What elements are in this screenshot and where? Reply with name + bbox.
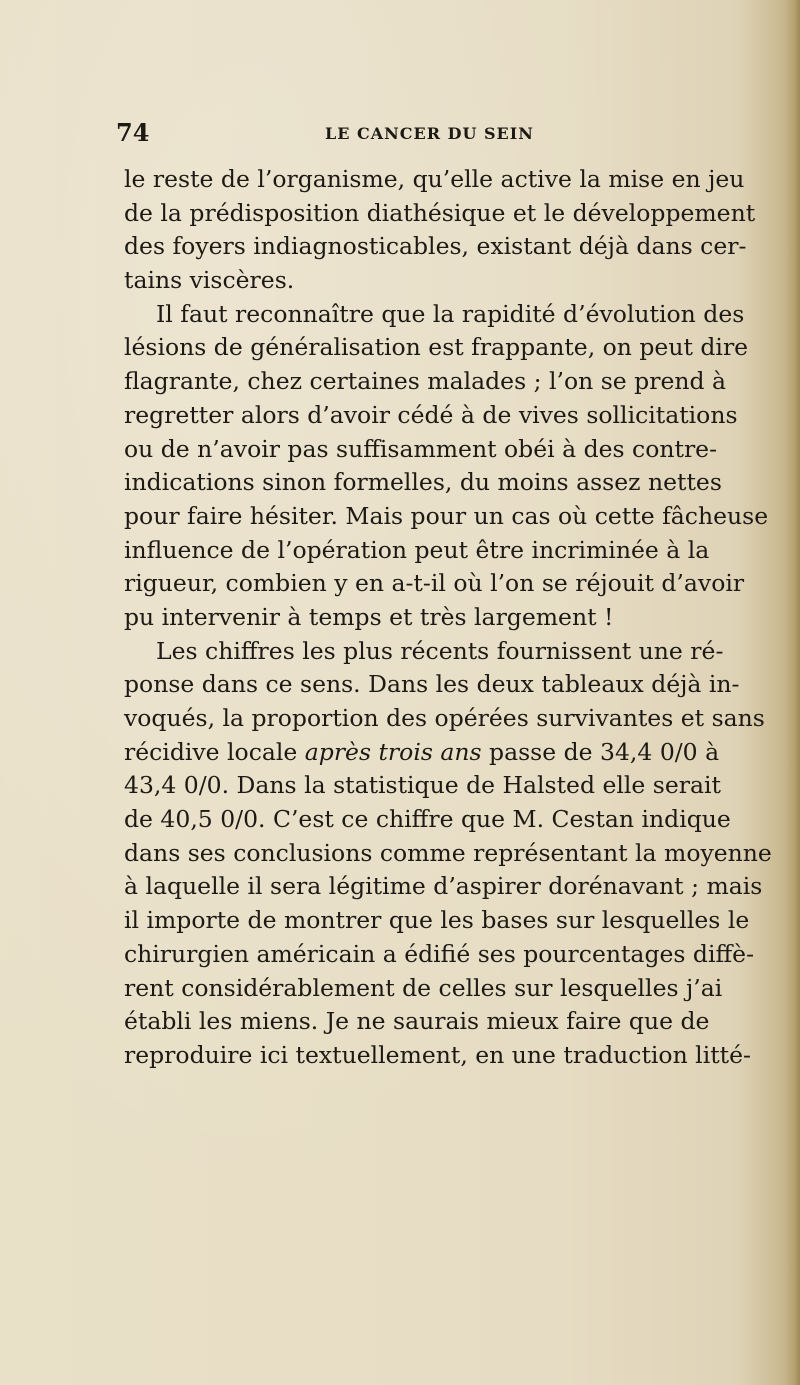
body-text bbox=[124, 163, 794, 1073]
text-line: rigueur, combien y en a-t-il où l’on se réjouit d’avoir bbox=[124, 569, 745, 598]
text-line: flagrante, chez certaines malades ; l’on se prend à bbox=[124, 367, 727, 396]
text-line: indications sinon formelles, du moins assez nettes bbox=[124, 468, 722, 497]
text-line: Les chiffres les plus récents fournissent une ré- bbox=[156, 636, 724, 665]
running-title: LE CANCER DU SEIN bbox=[325, 124, 534, 143]
text-line: établi les miens. Je ne saurais mieux faire que de bbox=[124, 1007, 710, 1036]
text-line: reproduire ici textuellement, en une traduction litté- bbox=[124, 1040, 751, 1069]
text-line: à laquelle il sera légitime d’aspirer dorénavant ; mais bbox=[124, 872, 763, 901]
text-line: ponse dans ce sens. Dans les deux tableaux déjà in- bbox=[124, 670, 740, 699]
text-line: rent considérablement de celles sur lesquelles j’ai bbox=[124, 973, 723, 1002]
text-line: influence de l’opération peut être incriminée à la bbox=[124, 535, 710, 564]
text-line: le reste de l’organisme, qu’elle active la mise en jeu bbox=[124, 165, 745, 193]
text-line: regretter alors d’avoir cédé à de vives sollicitations bbox=[124, 400, 738, 429]
text-line: ou de n’avoir pas suffisamment obéi à des contre- bbox=[124, 434, 718, 463]
text-line: dans ses conclusions comme représentant la moyenne bbox=[124, 838, 772, 867]
text-line: pour faire hésiter. Mais pour un cas où cette fâcheuse bbox=[124, 501, 769, 530]
text-line: 43,4 0/0. Dans la statistique de Halsted elle serait bbox=[124, 771, 721, 800]
text-line: il importe de montrer que les bases sur lesquelles le bbox=[124, 906, 750, 935]
text-segment: récidive locale bbox=[124, 737, 305, 766]
text-line: voqués, la proportion des opérées survivantes et sans bbox=[124, 704, 765, 732]
text-line: tains viscères. bbox=[124, 266, 295, 295]
text-line: de la prédisposition diathésique et le développement bbox=[124, 198, 756, 227]
italic-phrase: après trois ans bbox=[304, 737, 482, 766]
text-line: lésions de généralisation est frappante, on peut dire bbox=[124, 333, 749, 362]
running-head bbox=[0, 118, 800, 147]
text-line-mixed bbox=[124, 736, 794, 770]
text-segment: passe de 34,4 0/0 à bbox=[481, 737, 720, 766]
text-line: Il faut reconnaître que la rapidité d’évolution des bbox=[156, 299, 745, 328]
text-line: des foyers indiagnosticables, existant déjà dans cer- bbox=[124, 232, 747, 261]
text-line: chirurgien américain a édifié ses pourcentages diffè- bbox=[124, 939, 755, 968]
text-line: pu intervenir à temps et très largement ! bbox=[124, 602, 614, 631]
text-line: de 40,5 0/0. C’est ce chiffre que M. Cestan indique bbox=[124, 805, 731, 834]
page-number: 74 bbox=[116, 118, 150, 147]
